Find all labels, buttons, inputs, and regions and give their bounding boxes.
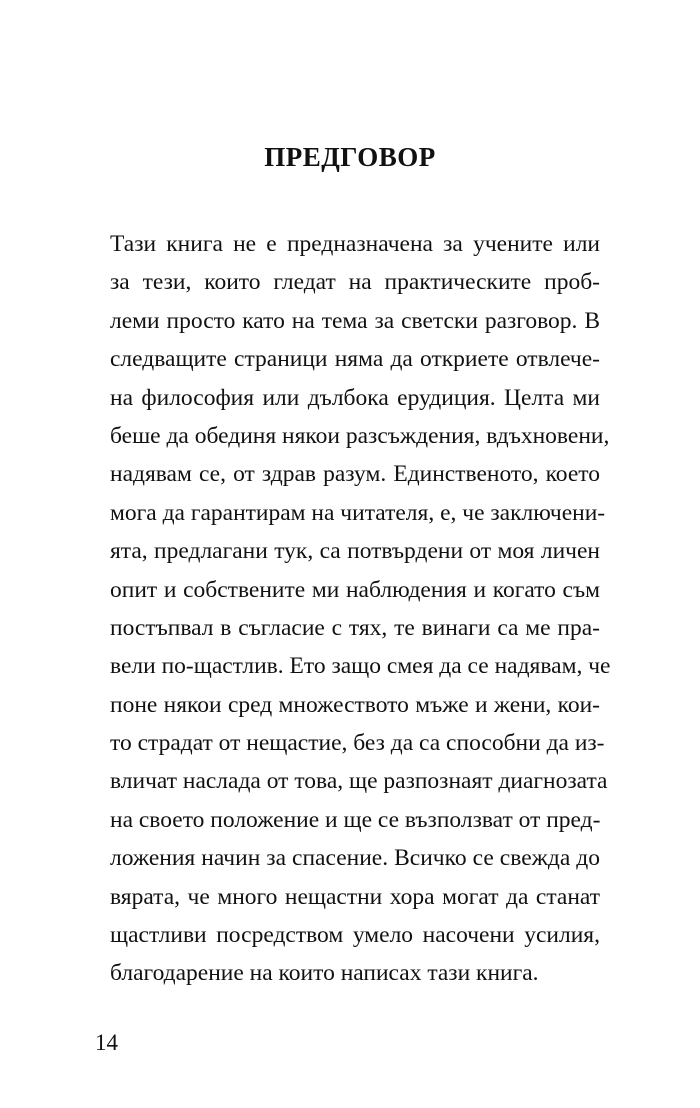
page-number: 14 — [95, 1030, 118, 1055]
text-line: следващите страници няма да откриете отвлече- — [110, 346, 600, 373]
text-line: вели по-щастлив. Ето защо смея да се надявам, че — [110, 653, 611, 680]
text-line: вярата, че много нещастни хора могат да станат — [110, 883, 600, 910]
text-line: благодарение на които написах тази книга. — [110, 960, 539, 987]
chapter-title: ПРЕДГОВОР — [264, 142, 436, 172]
text-line: поне някои сред множеството мъже и жени, кои- — [110, 691, 600, 718]
text-line: вличат наслада от това, ще разпознаят диагнозата — [110, 768, 608, 795]
text-line: ята, предлагани тук, са потвърдени от моя личен — [110, 538, 600, 565]
text-line: за тези, които гледат на практическите проб- — [110, 269, 600, 296]
text-line: опит и собствените ми наблюдения и когато съм — [110, 576, 600, 603]
text-line: на своето положение и ще се възползват от пред- — [110, 806, 601, 833]
text-line: Тази книга не е предназначена за учените или — [110, 231, 600, 257]
text-line: мога да гарантирам на читателя, е, че заключени- — [110, 499, 606, 526]
text-line: постъпвал в съгласие с тях, те винаги са ме пра- — [110, 614, 600, 641]
text-line: беше да обединя някои разсъждения, вдъхновени, — [110, 422, 610, 449]
text-line: щастливи посредством умело насочени усилия, — [110, 922, 600, 949]
text-line: то страдат от нещастие, без да са способни да из- — [110, 730, 605, 757]
text-line: ложения начин за спасение. Всичко се свежда до — [110, 845, 600, 872]
text-line: леми просто като на тема за светски разговор. В — [110, 307, 600, 334]
text-line: на философия или дълбока ерудиция. Целта ми — [110, 384, 600, 411]
text-line: надявам се, от здрав разум. Единственото, което — [110, 461, 600, 488]
preface-paragraph — [110, 225, 611, 993]
